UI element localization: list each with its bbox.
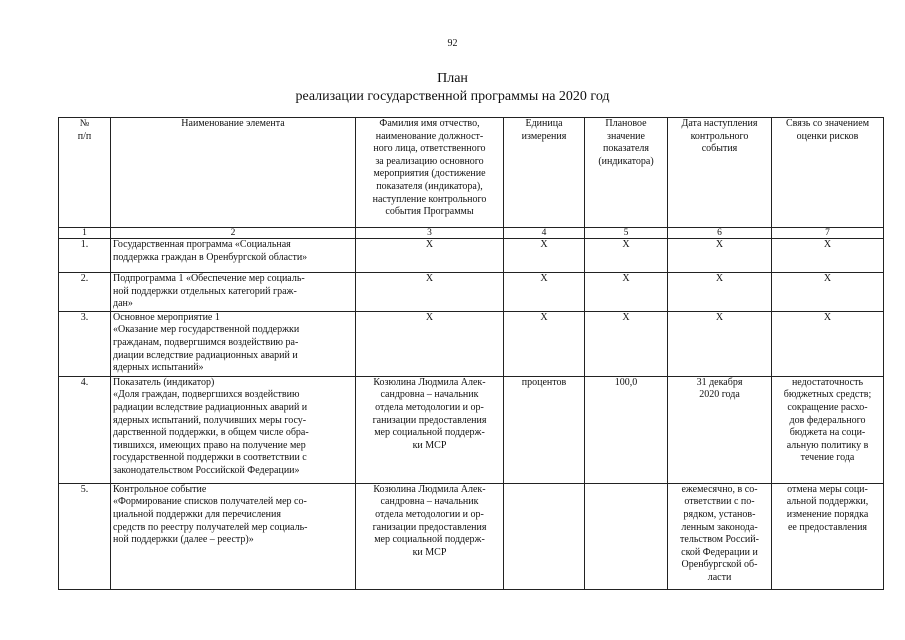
cell-name: Показатель (индикатор) «Доля граждан, подвергшихся воздействию радиации вследствие радиационных аварий и ядерных испытаний, получивших меры госу- дарственной поддержки, в общем числе обра- тившихся, имеющих право на получение мер государственной поддержки в соответствии с законодательством Российской Федерации»	[111, 376, 356, 483]
cell-responsible: X	[356, 311, 504, 376]
cell-name: Основное мероприятие 1 «Оказание мер государственной поддержки гражданам, подвергшимся воздействию ра- диации вследствие радиационных аварий и ядерных испытаний»	[111, 311, 356, 376]
cell-responsible: X	[356, 273, 504, 312]
cell-responsible: X	[356, 239, 504, 273]
table-body	[59, 228, 884, 590]
header-name: Наименование элемента	[111, 118, 356, 228]
cell-num: 1.	[59, 239, 111, 273]
cell-unit: процентов	[504, 376, 585, 483]
header-num: № п/п	[59, 118, 111, 228]
cell-date: X	[668, 273, 772, 312]
table-row	[59, 376, 884, 483]
document-title	[0, 70, 905, 106]
cell-plan	[585, 483, 668, 589]
header-unit: Единица измерения	[504, 118, 585, 228]
cell-responsible: Козюлина Людмила Алек- сандровна – начальник отдела методологии и ор- ганизации предоставления мер социальной поддерж- ки МСР	[356, 483, 504, 589]
cell-name: Подпрограмма 1 «Обеспечение мер социаль- ной поддержки отдельных категорий граж- дан»	[111, 273, 356, 312]
cell-date: X	[668, 239, 772, 273]
column-number: 1	[59, 228, 111, 239]
cell-plan: X	[585, 239, 668, 273]
table-row	[59, 273, 884, 312]
cell-plan: X	[585, 273, 668, 312]
table-row	[59, 311, 884, 376]
header-plan: Плановое значение показателя (индикатора)	[585, 118, 668, 228]
cell-date: 31 декабря 2020 года	[668, 376, 772, 483]
cell-risk: X	[772, 239, 884, 273]
table-row	[59, 483, 884, 589]
cell-unit	[504, 483, 585, 589]
title-line-1: План	[437, 71, 468, 86]
cell-risk: недостаточность бюджетных средств; сокращение расхо- дов федерального бюджета на соци- альную политику в течение года	[772, 376, 884, 483]
header-responsible: Фамилия имя отчество, наименование должност- ного лица, ответственного за реализацию основного мероприятия (достижение показателя (индикатора), наступление контрольного события Программы	[356, 118, 504, 228]
page-number: 92	[447, 38, 458, 49]
cell-unit: X	[504, 311, 585, 376]
cell-responsible: Козюлина Людмила Алек- сандровна – начальник отдела методологии и ор- ганизации предоставления мер социальной поддерж- ки МСР	[356, 376, 504, 483]
header-risk: Связь со значением оценки рисков	[772, 118, 884, 228]
column-number: 7	[772, 228, 884, 239]
cell-num: 3.	[59, 311, 111, 376]
cell-num: 5.	[59, 483, 111, 589]
cell-date: ежемесячно, в со- ответствии с по- рядком, установ- ленным законода- тельством Россий- ской Федерации и Оренбургской об- ласти	[668, 483, 772, 589]
cell-plan: X	[585, 311, 668, 376]
header-row	[59, 118, 884, 228]
table-row	[59, 239, 884, 273]
plan-table	[58, 117, 884, 590]
column-number: 6	[668, 228, 772, 239]
header-date: Дата наступления контрольного события	[668, 118, 772, 228]
cell-date: X	[668, 311, 772, 376]
cell-num: 4.	[59, 376, 111, 483]
title-line-2: реализации государственной программы на 2020 год	[295, 89, 610, 104]
column-number: 2	[111, 228, 356, 239]
column-number: 5	[585, 228, 668, 239]
column-numbers-row	[59, 228, 884, 239]
cell-unit: X	[504, 273, 585, 312]
column-number: 4	[504, 228, 585, 239]
cell-risk: X	[772, 273, 884, 312]
cell-unit: X	[504, 239, 585, 273]
cell-plan: 100,0	[585, 376, 668, 483]
cell-risk: X	[772, 311, 884, 376]
cell-num: 2.	[59, 273, 111, 312]
column-number: 3	[356, 228, 504, 239]
cell-risk: отмена меры соци- альной поддержки, изменение порядка ее предоставления	[772, 483, 884, 589]
cell-name: Государственная программа «Социальная поддержка граждан в Оренбургской области»	[111, 239, 356, 273]
cell-name: Контрольное событие «Формирование списков получателей мер со- циальной поддержки для перечисления средств по реестру получателей мер социаль- ной поддержки (далее – реестр)»	[111, 483, 356, 589]
